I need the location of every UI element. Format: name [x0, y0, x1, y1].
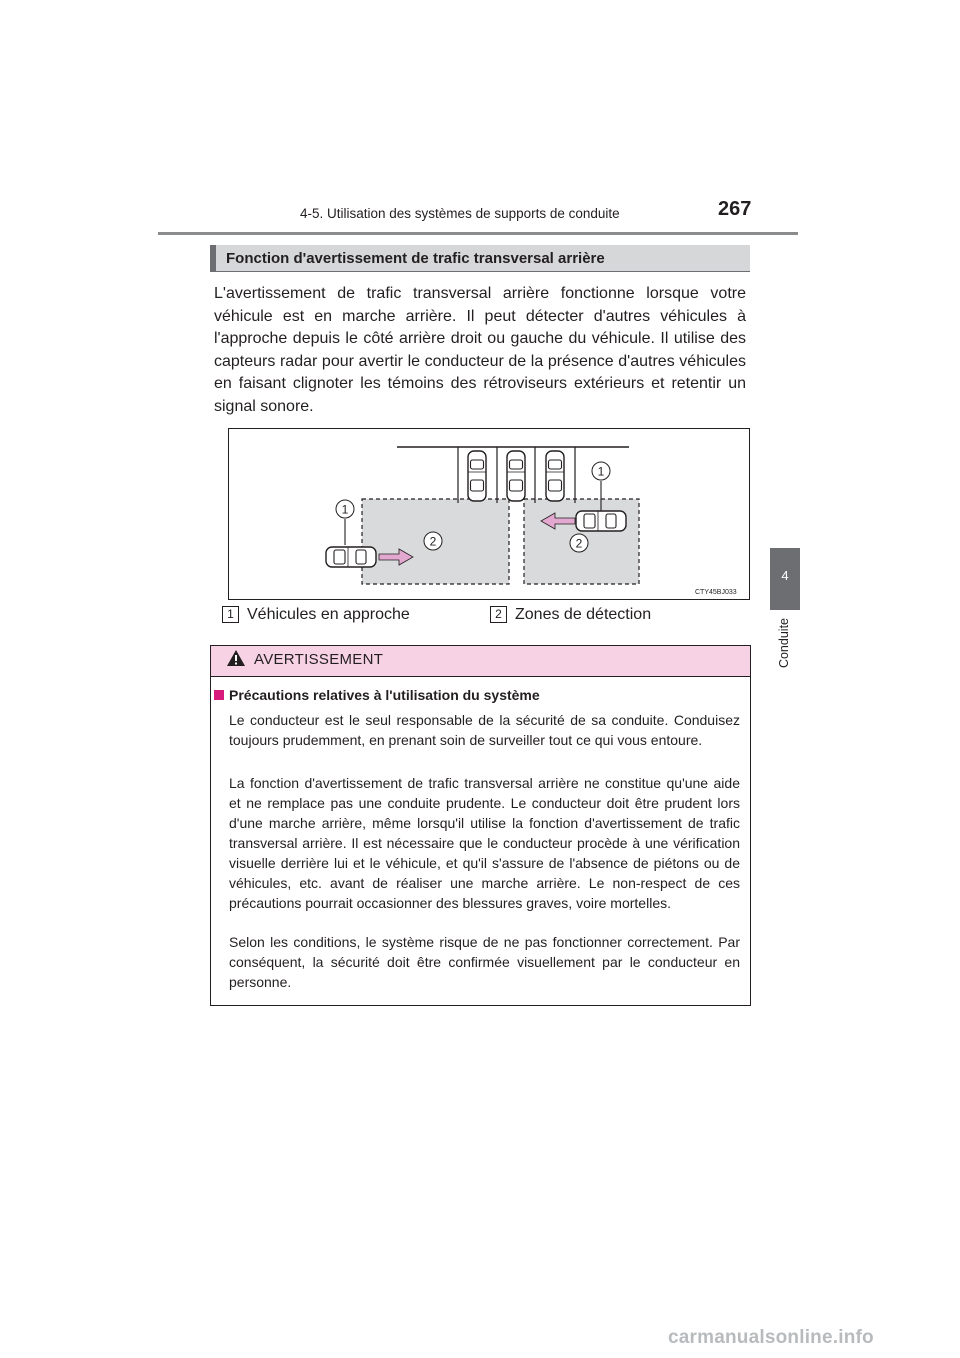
approaching-vehicle-right — [576, 511, 626, 531]
parked-car — [468, 451, 486, 501]
page-number: 267 — [718, 198, 752, 220]
parking-diagram — [229, 429, 749, 599]
callout-number: 1 — [341, 502, 349, 517]
warning-title: AVERTISSEMENT — [254, 651, 384, 668]
legend-label: Véhicules en approche — [247, 606, 410, 623]
section-title: Fonction d'avertissement de trafic transversal arrière — [226, 250, 605, 267]
chapter-tab — [770, 548, 800, 610]
chapter-label: Conduite — [777, 618, 791, 669]
square-bullet-icon — [214, 690, 224, 700]
figure-code: CTY45BJ033 — [695, 589, 737, 596]
legend-item-1 — [222, 606, 410, 624]
parked-car — [546, 451, 564, 501]
header-divider — [158, 232, 798, 235]
legend-item-2 — [490, 606, 651, 624]
callout-number: 2 — [575, 536, 583, 551]
illustration-frame — [228, 428, 750, 600]
callout-number: 1 — [597, 464, 605, 479]
section-title-accent — [210, 245, 216, 271]
intro-paragraph: L'avertissement de trafic transversal arrière fonctionne lorsque votre véhicule est en marche arrière. Il peut détecter d'autres véhicules à l'approche depuis le côté arrière droit ou gauche du véhicule. Il utilise des capteurs radar pour avertir le conducteur de la présence d'autres véhicules en faisant clignoter les témoins des rétroviseurs extérieurs et retentir un signal sonore. — [214, 285, 746, 415]
chapter-number: 4 — [781, 568, 789, 583]
legend-number: 2 — [490, 606, 507, 623]
warning-paragraph: Le conducteur est le seul responsable de la sécurité de sa conduite. Conduisez toujours prudemment, en prenant soin de surveiller tout ce qui vous entoure. — [229, 712, 740, 748]
legend-label: Zones de détection — [515, 606, 652, 623]
parked-car-own — [507, 451, 525, 501]
watermark: carmanualsonline.info — [668, 1327, 874, 1348]
section-title-underline — [210, 271, 750, 272]
warning-subtitle-text: Précautions relatives à l'utilisation du système — [229, 687, 540, 703]
warning-triangle-icon — [226, 649, 246, 667]
chapter-tab-label — [770, 612, 800, 702]
warning-paragraph: La fonction d'avertissement de trafic transversal arrière ne constitue qu'une aide et ne remplace pas une conduite prudente. Le conducteur doit être prudent lors d'une marche arrière, même lorsqu'il utilise la fonction d'avertissement de trafic transversal arrière. Il est nécessaire que le conducteur procède à une vérification visuelle derrière lui et le véhicule, et qu'il s'assure de l'absence de piétons ou de véhicules, etc. avant de réaliser une marche arrière. Le non-respect de ces précautions pourrait occasionner des blessures graves, voire mortelles. — [229, 775, 740, 911]
warning-paragraph: Selon les conditions, le système risque de ne pas fonctionner correctement. Par conséquent, la sécurité doit être confirmée visuellement par le conducteur en personne. — [229, 934, 740, 990]
header-section-title: 4-5. Utilisation des systèmes de supports de conduite — [300, 206, 620, 221]
legend-number: 1 — [222, 606, 239, 623]
warning-subtitle — [214, 687, 540, 703]
callout-number: 2 — [429, 534, 437, 549]
approaching-vehicle-left — [326, 547, 376, 567]
